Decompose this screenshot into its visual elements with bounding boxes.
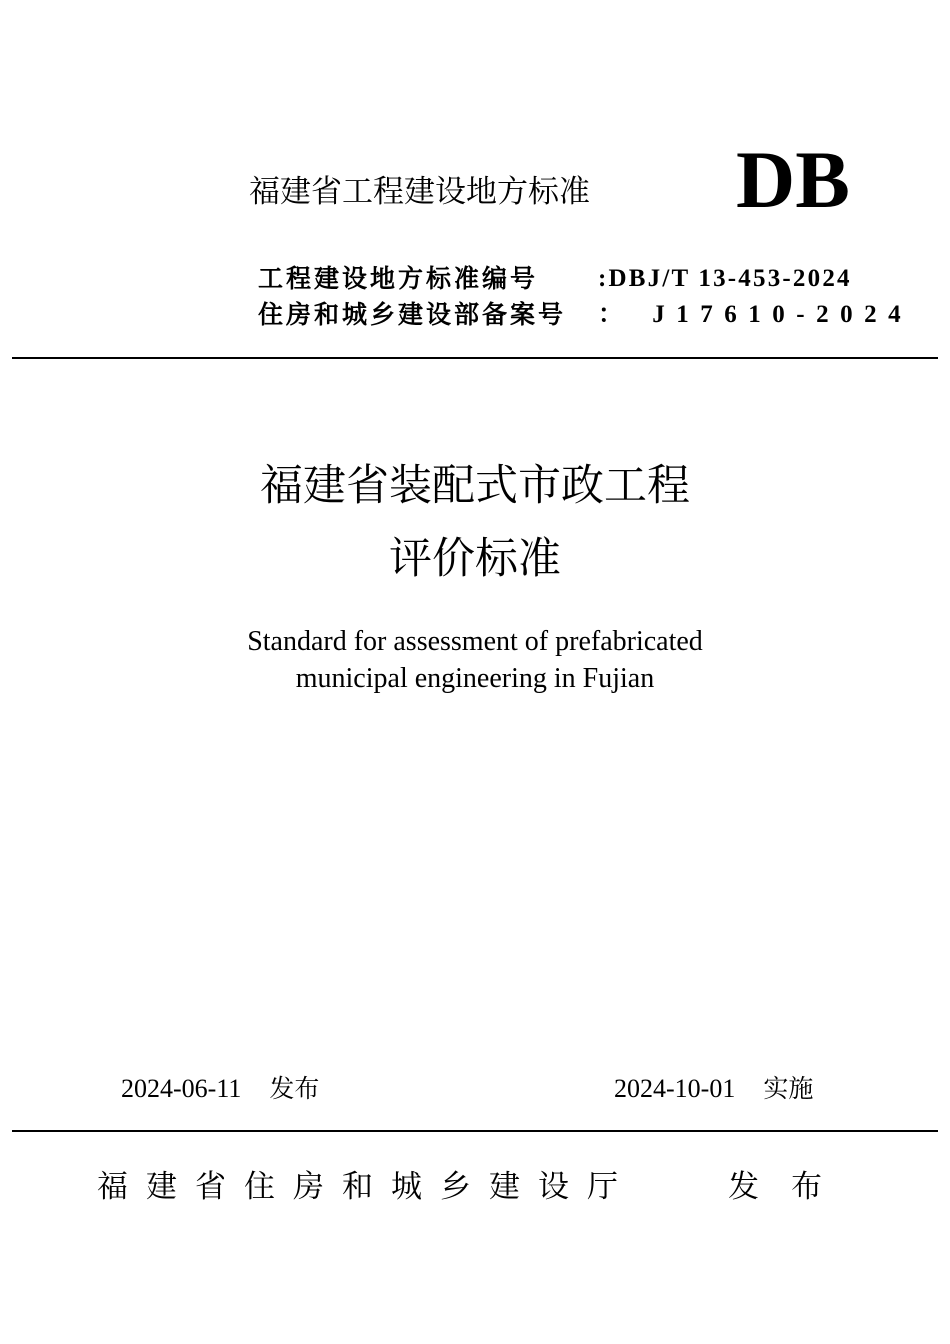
record-number-value: ： J17610-2024 xyxy=(598,301,913,328)
title-english-line-2: municipal engineering in Fujian xyxy=(295,663,655,694)
record-number-row xyxy=(258,297,913,333)
top-divider xyxy=(12,357,938,359)
implement-word: 实施 xyxy=(763,1074,814,1103)
db-mark: DB xyxy=(736,134,850,225)
implement-date: 2024-10-01 xyxy=(614,1074,736,1103)
title-english-line-1: Standard for assessment of prefabricated xyxy=(247,626,703,657)
record-number-label: 住房和城乡建设部备案号 xyxy=(258,300,567,329)
publisher-name: 福建省住房和城乡建设厅 xyxy=(97,1169,636,1205)
standard-series-title: 福建省工程建设地方标准 xyxy=(249,174,590,210)
issue-word: 发布 xyxy=(269,1074,320,1103)
standard-number-value: :DBJ/T 13-453-2024 xyxy=(598,265,852,292)
title-chinese-line-1: 福建省装配式市政工程 xyxy=(260,461,690,511)
standard-number-row xyxy=(258,261,852,297)
publish-word: 发布 xyxy=(728,1169,854,1205)
standard-number-label: 工程建设地方标准编号 xyxy=(258,264,539,293)
issue-date-block xyxy=(121,1072,319,1106)
implement-date-block xyxy=(614,1072,813,1106)
issue-date: 2024-06-11 xyxy=(121,1074,242,1103)
bottom-divider xyxy=(12,1130,938,1132)
title-chinese-line-2: 评价标准 xyxy=(389,534,561,584)
